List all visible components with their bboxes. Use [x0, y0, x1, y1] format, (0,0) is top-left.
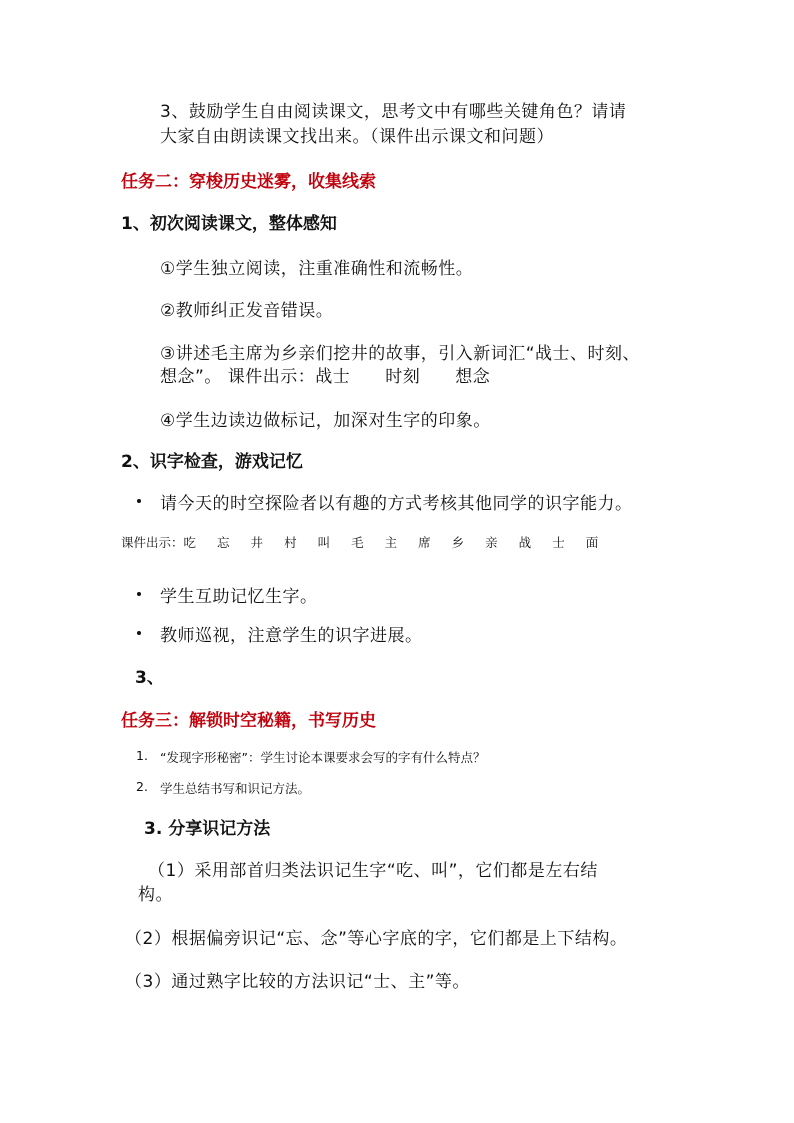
char-item: 战 — [518, 535, 532, 550]
char-item: 村 — [284, 535, 297, 550]
bullet-icon — [137, 499, 141, 503]
char-item: 亲 — [485, 535, 498, 550]
share-methods-heading: 3. 分享识记方法 — [144, 819, 271, 839]
char-item: 士 — [552, 535, 565, 550]
section1-item-3-line1: ③讲述毛主席为乡亲们挖井的故事，引入新词汇“战士、时刻、 — [160, 344, 641, 364]
bullet-icon — [137, 631, 141, 635]
char-item: 主 — [384, 535, 398, 550]
task2-title: 任务二：穿梭历史迷雾，收集线索 — [121, 172, 376, 192]
ppt-char-line — [121, 533, 619, 551]
section1-item-2: ②教师纠正发音错误。 — [160, 301, 334, 321]
char-item: 叫 — [317, 535, 331, 550]
task3-list-item-1: “发现字形秘密”：学生讨论本课要求会写的字有什么特点？ — [160, 750, 486, 765]
task3-list-item-2: 学生总结书写和识记方法。 — [160, 781, 311, 796]
section1-item-1: ①学生独立阅读，注重准确性和流畅性。 — [160, 259, 474, 279]
section2-heading: 2、识字检查，游戏记忆 — [121, 452, 303, 472]
section1-heading: 1、初次阅读课文，整体感知 — [121, 214, 337, 234]
intro-line-2: 大家自由朗读课文找出来。（课件出示课文和问题） — [160, 127, 554, 147]
char-list — [184, 535, 620, 550]
char-item: 乡 — [451, 535, 465, 550]
bullet-icon — [137, 592, 141, 596]
section2-bullet-1: 请今天的时空探险者以有趣的方式考核其他同学的识字能力。 — [160, 494, 633, 514]
char-item: 席 — [418, 535, 431, 550]
section3-heading: 3、 — [135, 668, 164, 688]
char-item: 井 — [250, 535, 264, 550]
method-3: （3）通过熟字比较的方法识记“士、主”等。 — [125, 972, 470, 992]
task3-list-num-2: 2. — [136, 779, 148, 794]
section2-bullet-2: 学生互助记忆生字。 — [160, 587, 318, 607]
ppt-label: 课件出示： — [121, 535, 184, 550]
section2-bullet-3: 教师巡视，注意学生的识字进展。 — [160, 626, 423, 646]
method-1-line1: （1）采用部首归类法识记生字“吃、叫”，它们都是左右结 — [148, 861, 598, 881]
section1-item-4: ④学生边读边做标记，加深对生字的印象。 — [160, 411, 491, 431]
section1-item-3-line2: 想念”。 课件出示：战士 时刻 想念 — [160, 367, 491, 387]
task3-list-num-1: 1. — [136, 748, 148, 763]
method-1-line2: 构。 — [138, 885, 173, 905]
char-item: 毛 — [351, 535, 364, 550]
char-item: 面 — [585, 535, 599, 550]
char-item: 吃 — [183, 535, 197, 550]
char-item: 忘 — [217, 535, 230, 550]
intro-line-1: 3、鼓励学生自由阅读课文，思考文中有哪些关键角色？请请 — [160, 102, 627, 122]
task3-title: 任务三：解锁时空秘籍，书写历史 — [121, 711, 376, 731]
method-2: （2）根据偏旁识记“忘、念”等心字底的字，它们都是上下结构。 — [125, 929, 628, 949]
